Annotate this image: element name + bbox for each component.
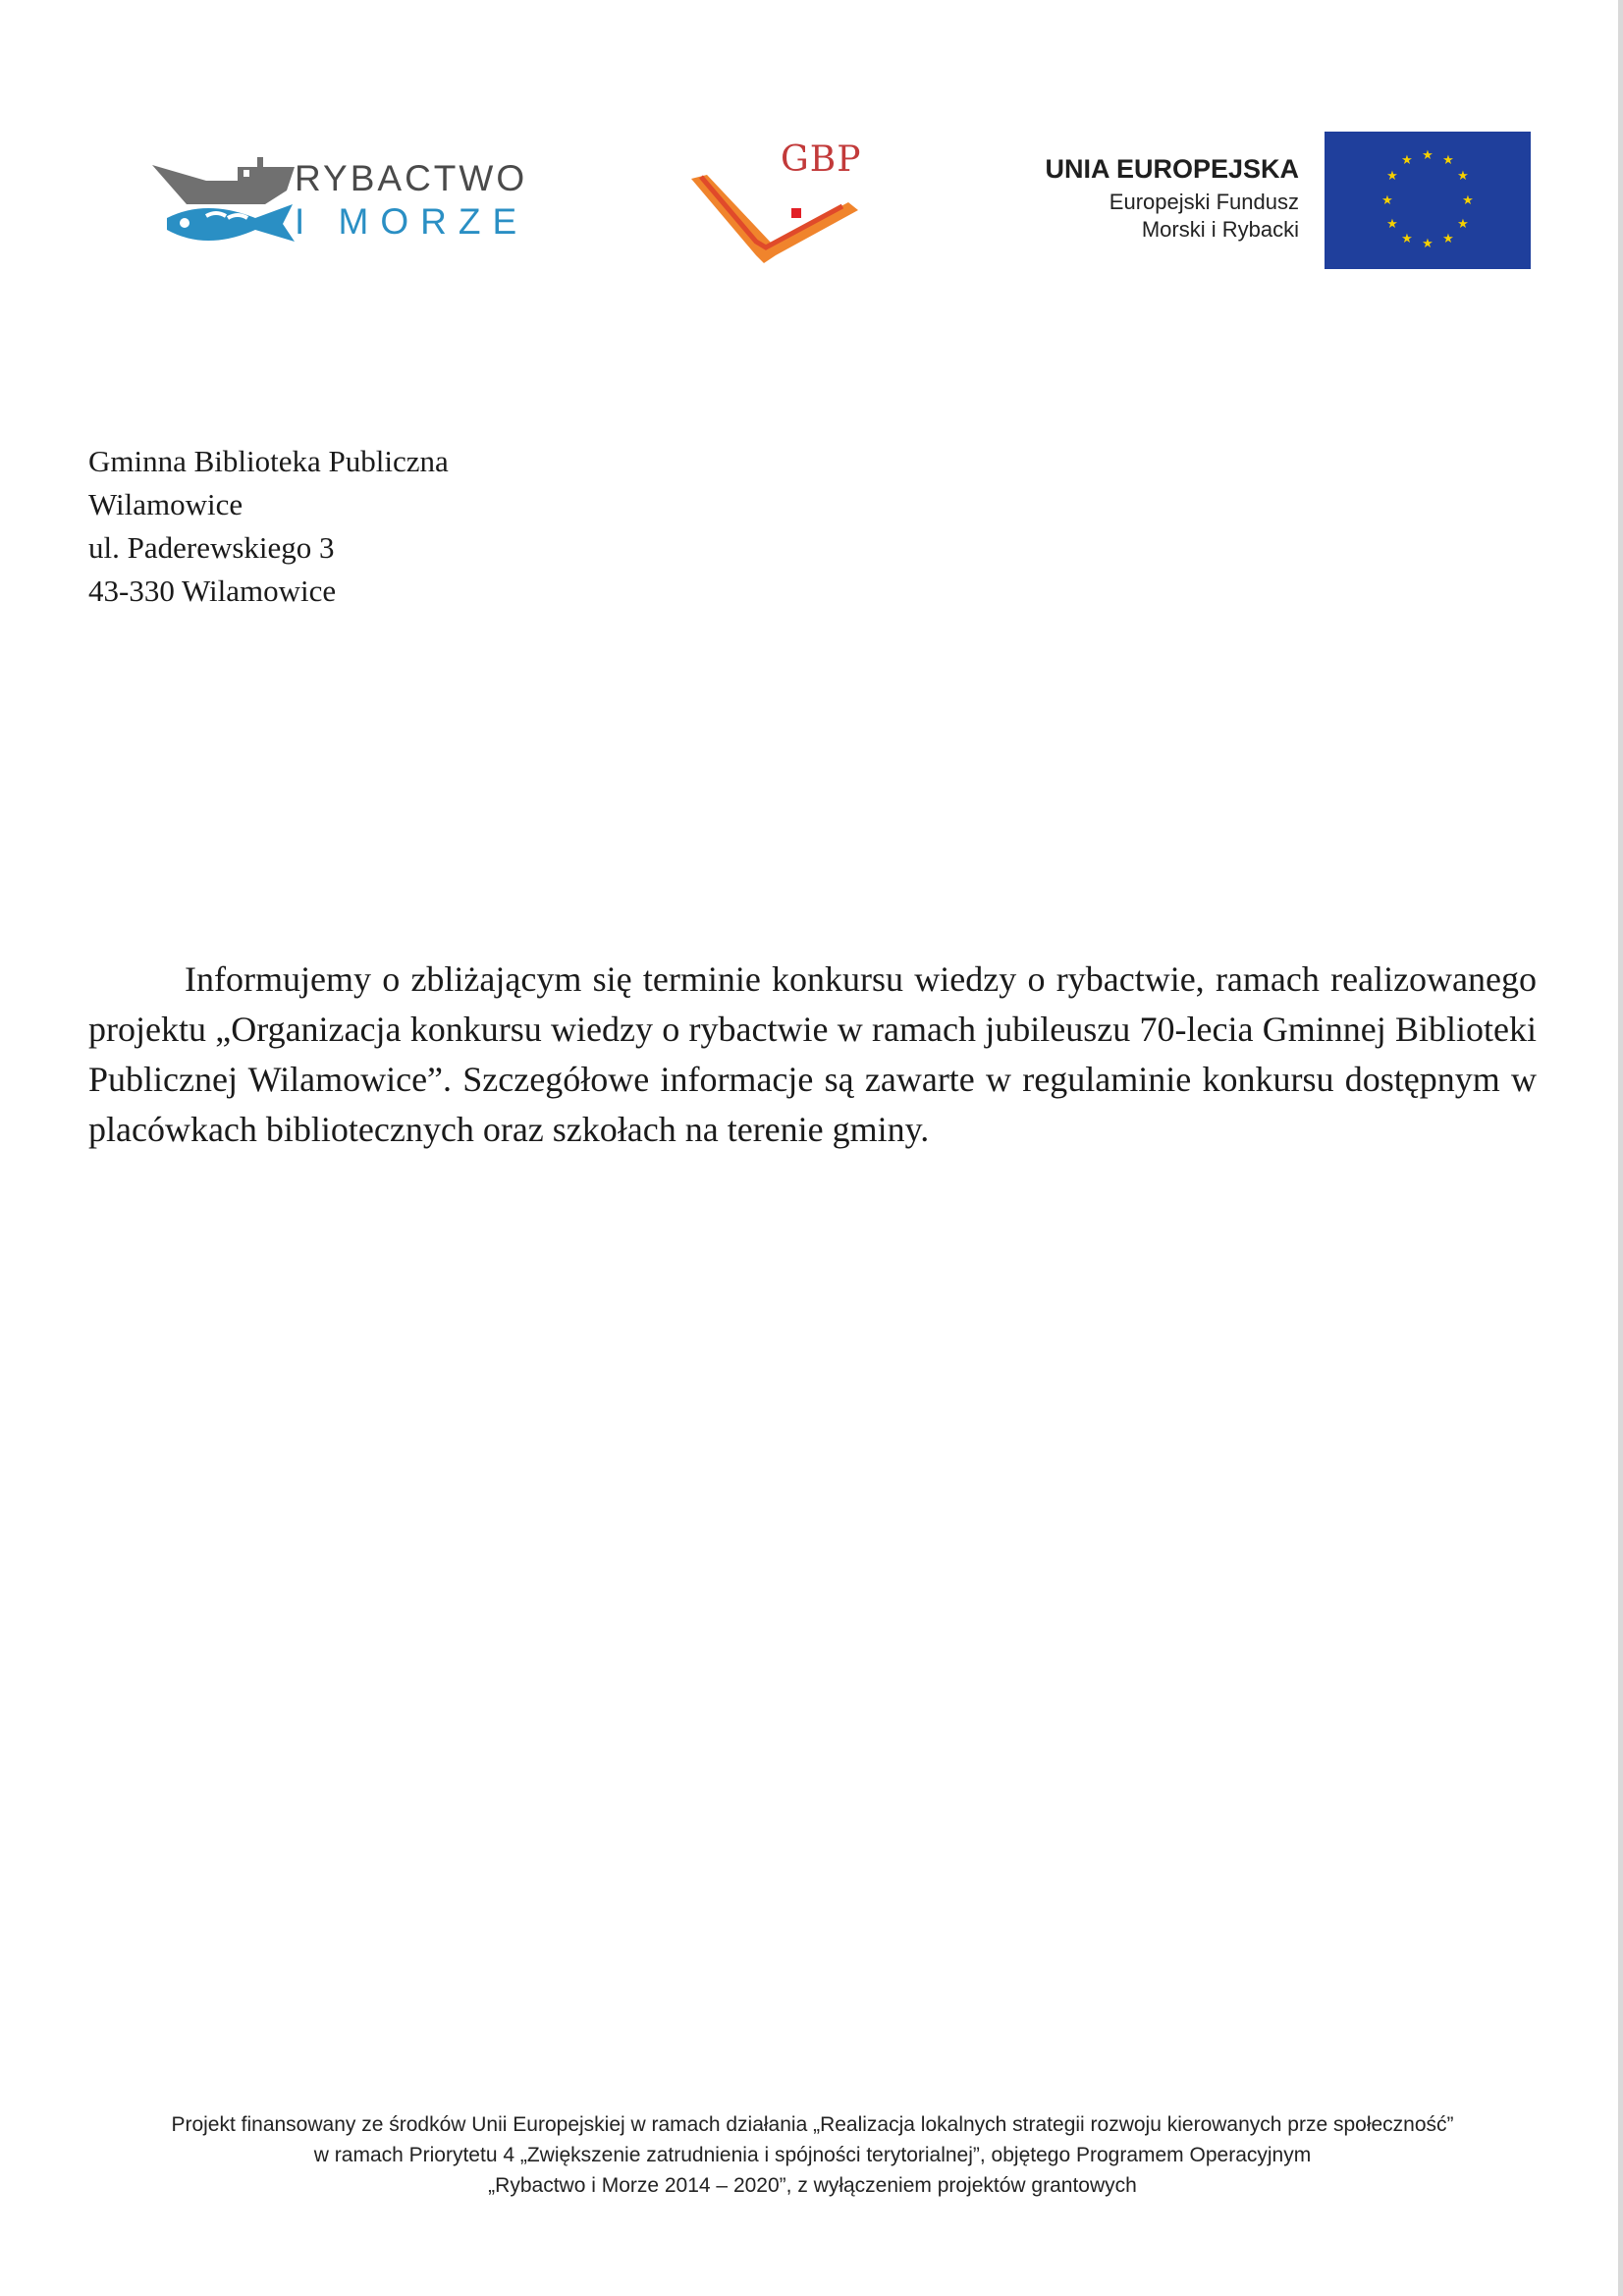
- eu-stars-icon: [1325, 132, 1531, 269]
- svg-text:★: ★: [1442, 153, 1454, 168]
- recipient-address: [88, 440, 449, 613]
- address-line: ul. Paderewskiego 3: [88, 530, 335, 565]
- boat-fish-icon: [147, 147, 295, 255]
- rybactwo-logo-line1: RYBACTWO: [295, 158, 528, 198]
- eu-subtitle-line1: Europejski Fundusz: [1109, 190, 1299, 214]
- address-line: Gminna Biblioteka Publiczna: [88, 444, 449, 478]
- eu-title: UNIA EUROPEJSKA: [1045, 154, 1299, 184]
- eu-logo-text: [1045, 149, 1299, 244]
- footer-line: Projekt finansowany ze środków Unii Europejskiej w ramach działania „Realizacja lokalnych strategii rozwoju kierowanych prze społeczność”: [171, 2113, 1454, 2136]
- svg-text:★: ★: [1386, 169, 1398, 184]
- gbp-logo-text: GBP: [781, 139, 862, 180]
- svg-text:★: ★: [1401, 232, 1413, 246]
- address-line: 43-330 Wilamowice: [88, 574, 337, 608]
- eu-subtitle-line2: Morski i Rybacki: [1141, 217, 1299, 242]
- svg-text:★: ★: [1381, 193, 1393, 208]
- footer-line: w ramach Priorytetu 4 „Zwiększenie zatrudnienia i spójności terytorialnej”, objętego Programem Operacyjnym: [313, 2144, 1312, 2166]
- gbp-logo: [687, 137, 884, 275]
- svg-text:★: ★: [1457, 217, 1469, 232]
- eu-flag: [1325, 132, 1531, 269]
- svg-text:★: ★: [1401, 153, 1413, 168]
- svg-text:★: ★: [1422, 237, 1434, 251]
- rybactwo-logo-line2: I MORZE: [295, 201, 529, 242]
- page-edge: [1618, 0, 1623, 2296]
- address-line: Wilamowice: [88, 487, 243, 521]
- svg-text:★: ★: [1462, 193, 1474, 208]
- funding-footer: [88, 2109, 1537, 2201]
- svg-text:★: ★: [1457, 169, 1469, 184]
- svg-text:★: ★: [1386, 217, 1398, 232]
- svg-text:★: ★: [1442, 232, 1454, 246]
- svg-text:★: ★: [1422, 148, 1434, 163]
- rybactwo-i-morze-logo: [147, 147, 560, 255]
- announcement-paragraph: Informujemy o zbliżającym się terminie konkursu wiedzy o rybactwie, ramach realizowanego projektu „Organizacja konkursu wiedzy o rybactwie w ramach jubileuszu 70-lecia Gminnej Biblioteki Publicznej Wilamowice”. Szczegółowe informacje są zawarte w regulaminie konkursu dostępnym w placówkach bibliotecznych oraz szkołach na terenie gminy.: [88, 959, 1537, 1149]
- footer-line: „Rybactwo i Morze 2014 – 2020”, z wyłączeniem projektów grantowych: [488, 2174, 1137, 2197]
